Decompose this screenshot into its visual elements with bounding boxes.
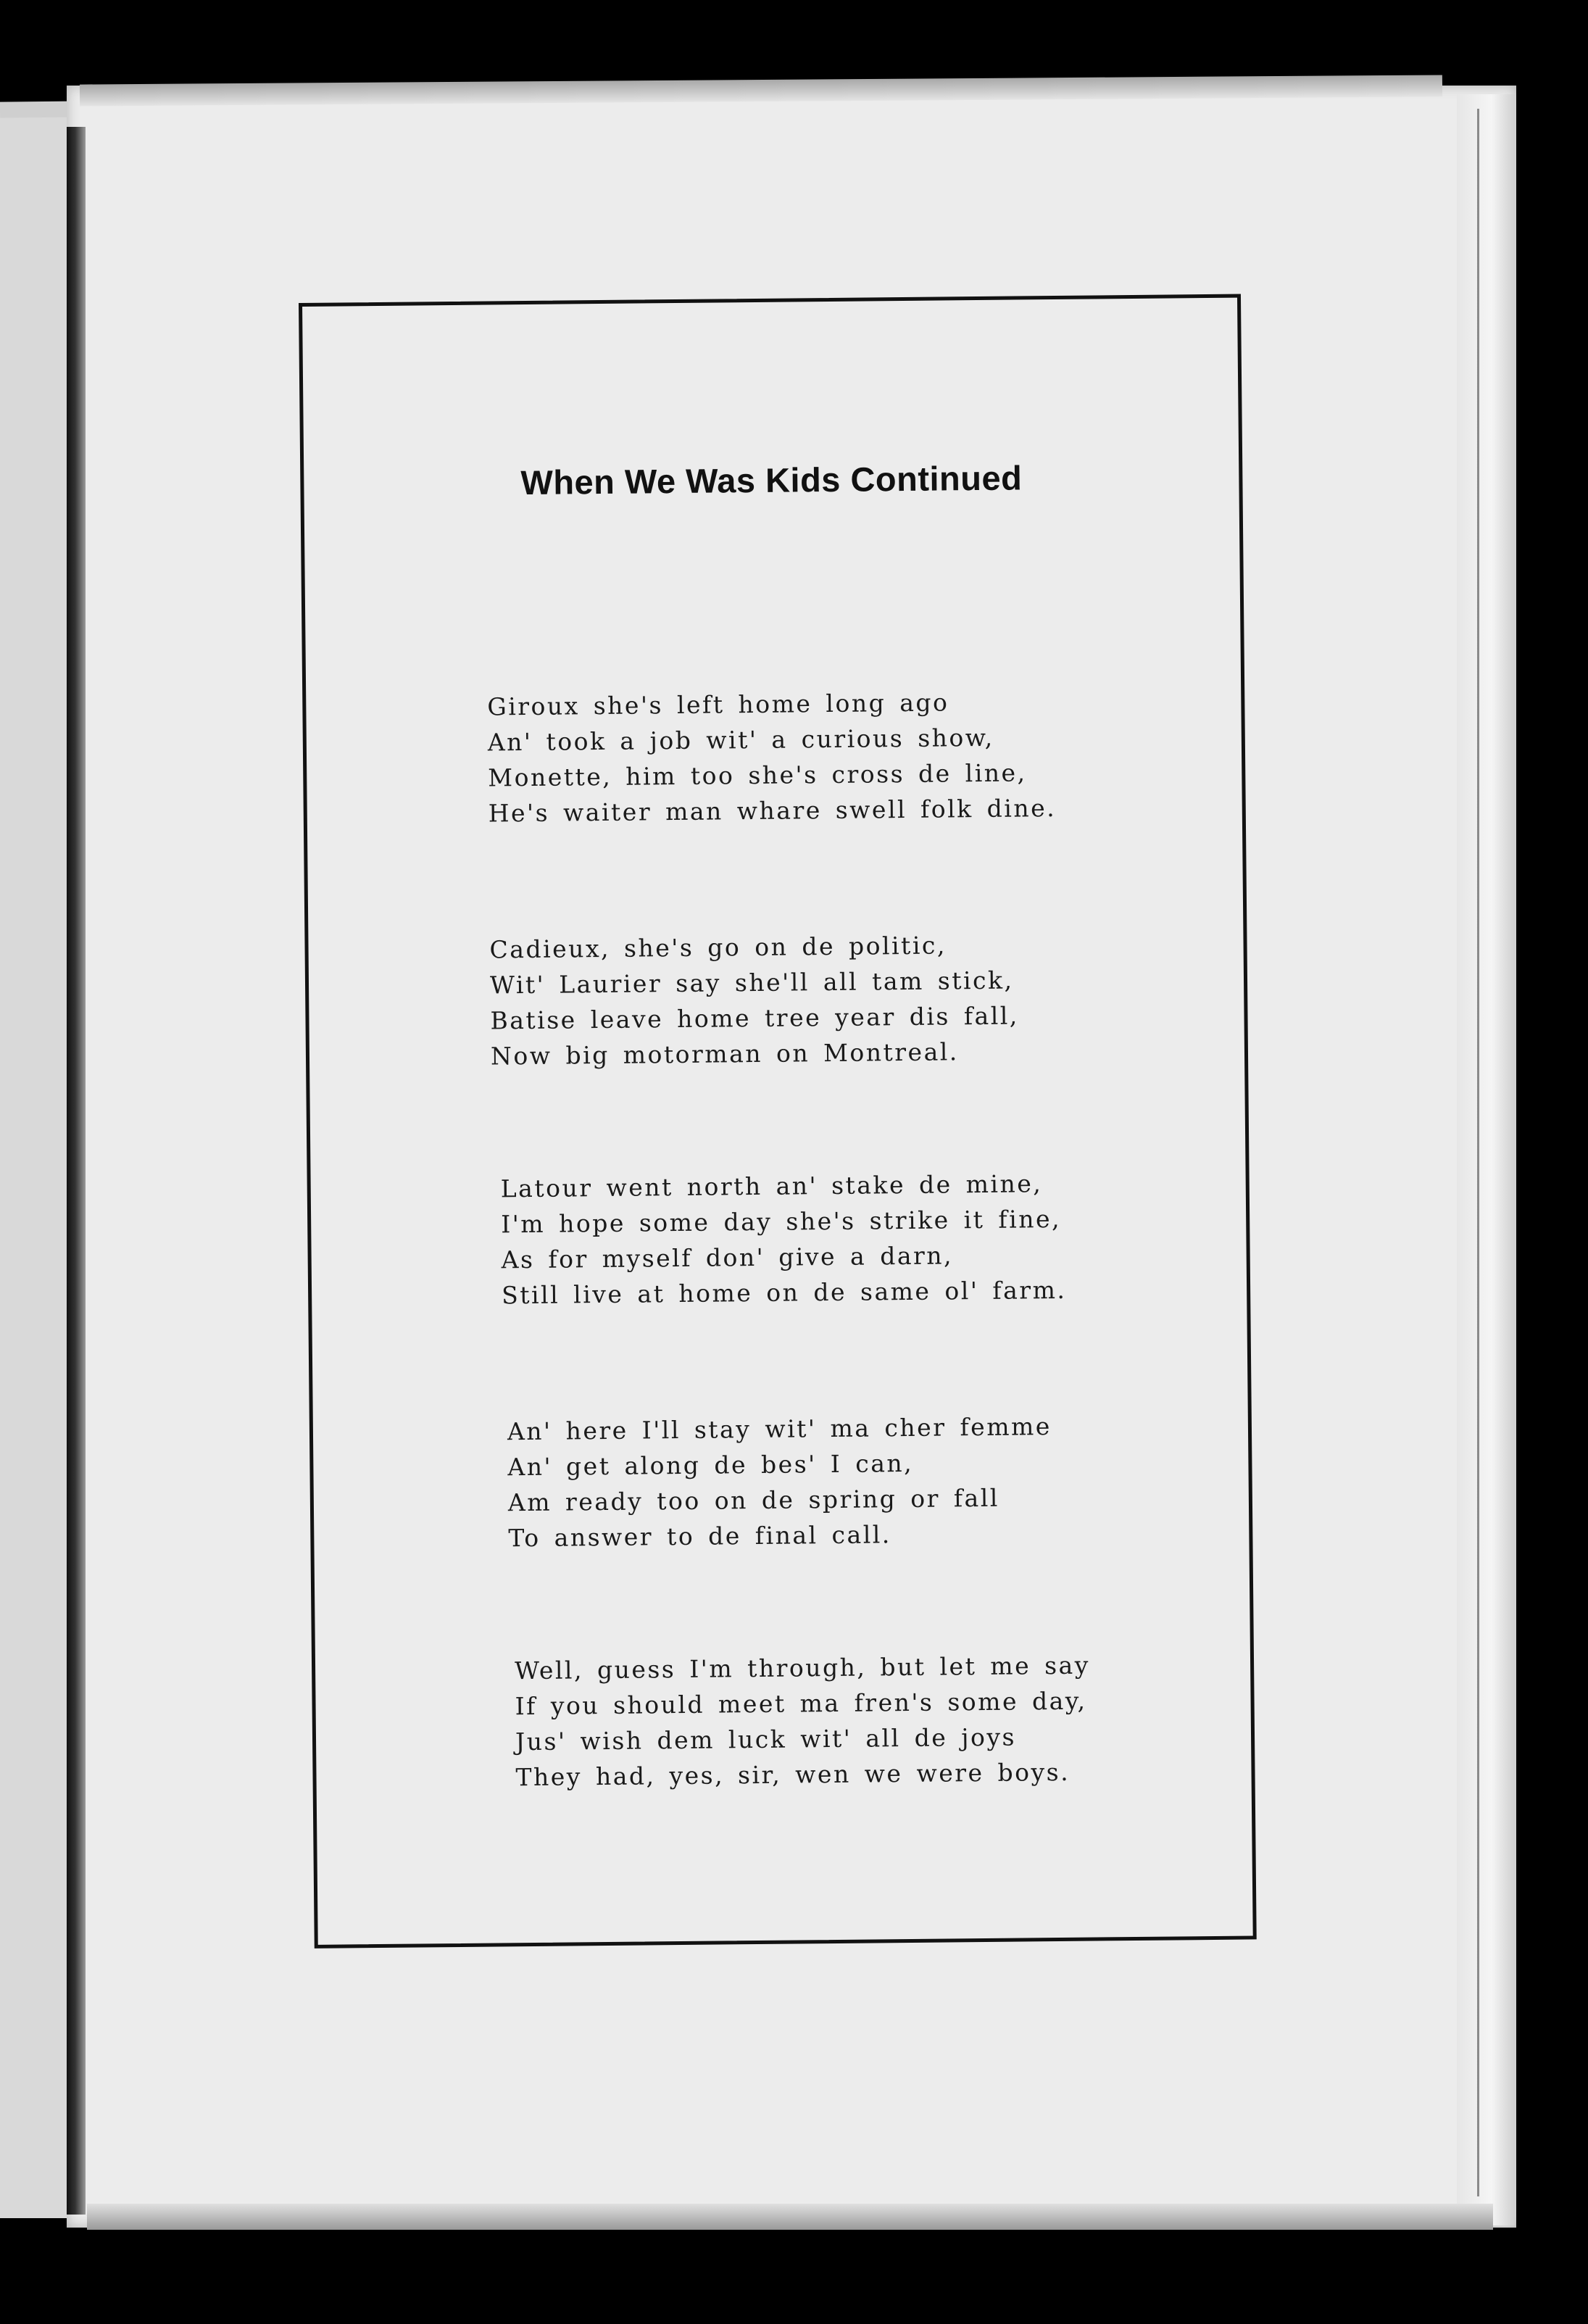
poem-line: An' took a job wit' a curious show, bbox=[487, 723, 994, 757]
poem-line: An' get along de bes' I can, bbox=[507, 1448, 914, 1482]
poem-border-frame bbox=[299, 294, 1257, 1949]
binding-gutter bbox=[67, 127, 86, 2215]
poem-title: When We Was Kids Continued bbox=[520, 458, 1023, 502]
poem-line: Latour went north an' stake de mine, bbox=[500, 1169, 1043, 1203]
page-bottom-edge bbox=[87, 2204, 1493, 2230]
page-right-edge bbox=[1457, 94, 1515, 2225]
poem-line: Batise leave home tree year dis fall, bbox=[490, 1001, 1020, 1035]
stanza bbox=[489, 926, 1143, 1074]
poem-line: An' here I'll stay wit' ma cher femme bbox=[507, 1412, 1052, 1446]
stanza bbox=[507, 1408, 1161, 1556]
left-page-edge bbox=[0, 109, 69, 2218]
poem-line: They had, yes, sir, wen we were boys. bbox=[515, 1757, 1071, 1792]
stanza bbox=[501, 1165, 1155, 1314]
poem-line: Well, guess I'm through, but let me say bbox=[514, 1651, 1091, 1685]
poem-line: I'm hope some day she's strike it fine, bbox=[501, 1204, 1062, 1239]
poem-line: Jus' wish dem luck wit' all de joys bbox=[515, 1722, 1017, 1756]
poem-line: As for myself don' give a darn, bbox=[501, 1241, 954, 1274]
poem-line: Giroux she's left home long ago bbox=[487, 688, 949, 721]
poem-line: Monette, him too she's cross de line, bbox=[488, 758, 1027, 792]
poem-line: If you should meet ma fren's some day, bbox=[515, 1686, 1087, 1721]
page-fold-line bbox=[1477, 109, 1479, 2196]
stanza bbox=[487, 683, 1141, 831]
poem-line: Still live at home on de same ol' farm. bbox=[501, 1275, 1067, 1310]
poem-line: Am ready too on de spring or fall bbox=[507, 1483, 1000, 1517]
poem-line: Now big motorman on Montreal. bbox=[490, 1037, 960, 1071]
poem-line: He's waiter man whare swell folk dine. bbox=[488, 794, 1057, 828]
poem-line: Wit' Laurier say she'll all tam stick, bbox=[489, 966, 1014, 1000]
poem-line: Cadieux, she's go on de politic, bbox=[489, 931, 947, 964]
stanza bbox=[515, 1647, 1168, 1796]
poem-line: To answer to de final call. bbox=[508, 1520, 891, 1553]
